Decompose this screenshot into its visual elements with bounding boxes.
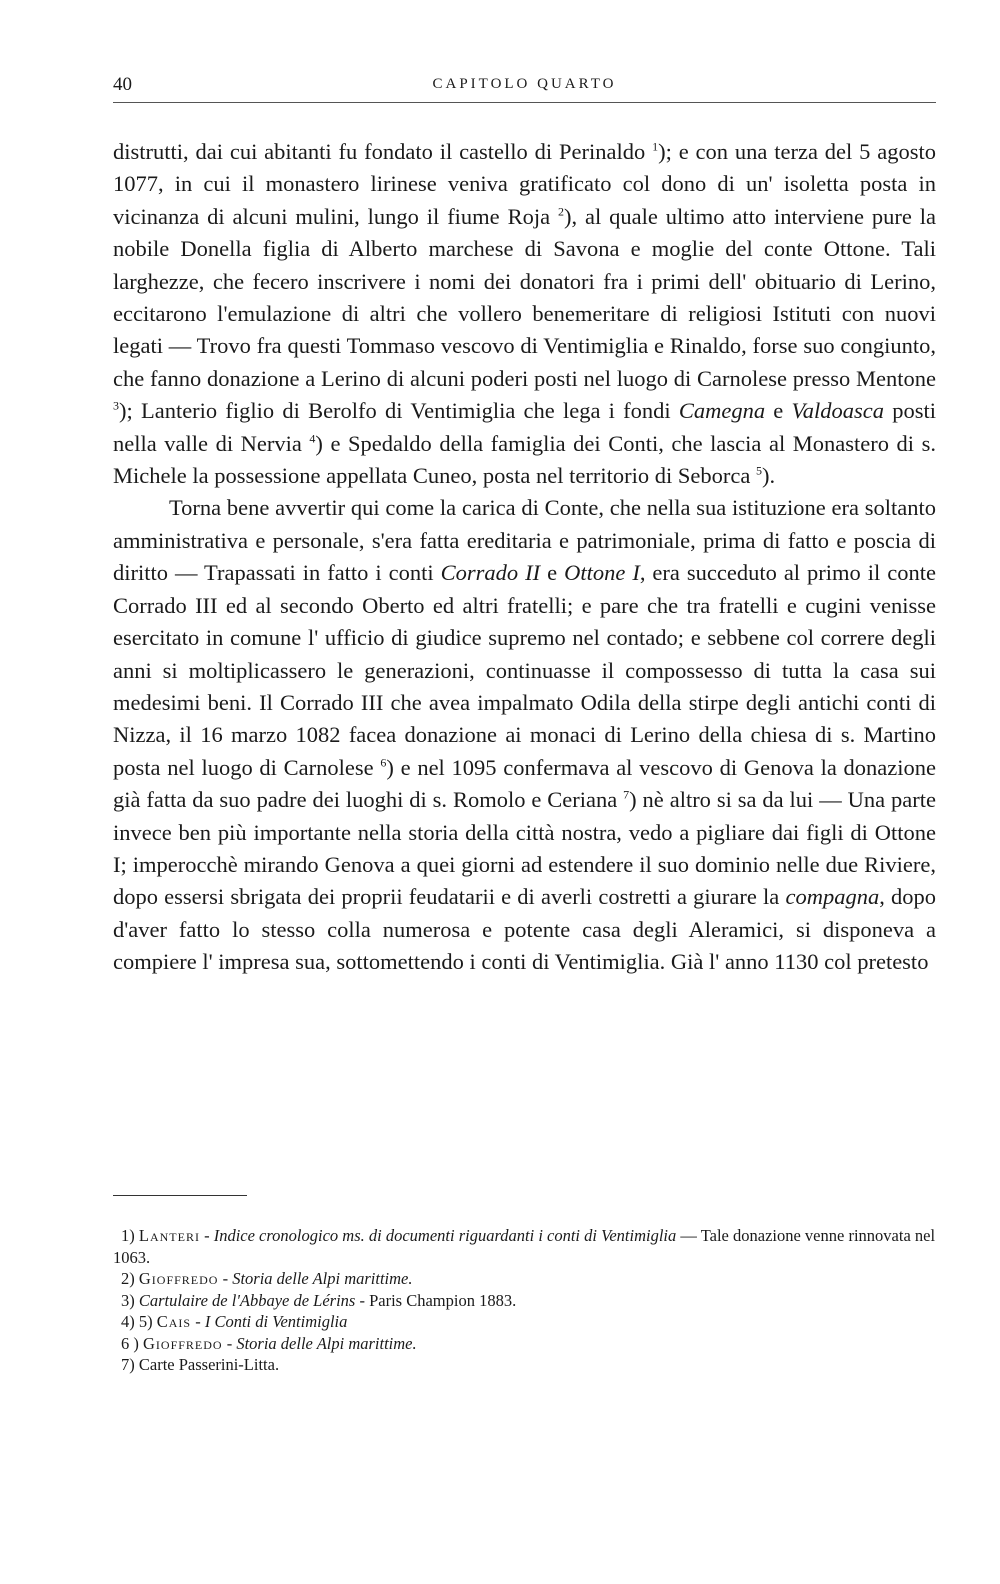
text-run: e [540,560,565,586]
page-number: 40 [113,74,132,95]
italic-run: Valdoasca [791,398,884,424]
text-run: , dopo d'aver fatto lo stesso colla numerosa e potente casa degli Aleramici, si disponeva a compiere l' impresa sua, sottomettendo i conti di Ventimiglia. Già l' anno 1130 col pretesto [113,884,936,975]
footnotes [113,1225,936,1376]
footnote-title: Storia delle Alpi marittime. [236,1333,417,1353]
text-run: ) e nel 1095 confermava al vescovo di Genova la donazione già fatta da suo padre dei luoghi di s. Romolo e Ceriana [113,754,936,813]
footnote-ref: 2 [557,204,564,219]
text-run: , era succeduto al primo il conte Corrado III ed al secondo Oberto ed altri fratelli; e pare che tra fratelli e cugini venisse esercitato in comune l' ufficio di giudice supremo nel contado; e sebbene col correre degli anni si moltiplicassero le generazioni, continuasse il compossesso di tutta la casa sui medesimi beni. Il Corrado III che avea impalmato Odila della stirpe degli antichi conti di Nizza, il 16 marzo 1082 facea donazione ai monaci di Lerino della chiesa di s. Martino posta nel luogo di Carnolese [113,560,936,780]
paragraph-2 [113,492,936,978]
text-run: Carte Passerini-Litta. [138,1355,280,1374]
footnote-author: Cais [156,1312,192,1331]
footnote-ref: 4 [309,431,316,446]
text-run: ) e Spedaldo della famiglia dei Conti, che lascia al Monastero di s. Michele la possessione appellata Cuneo, posta nel territorio di Seborca [113,430,936,489]
footnote-1 [113,1225,936,1268]
text-run: ), al quale ultimo atto interviene pure la nobile Donella figlia di Alberto marchese di Savona e moglie del conte Ottone. Tali larghezze, che fecero inscrivere i nomi dei donatori fra i primi dell' obituario di Lerino, eccitarono l'emulazione di altri che vollero benemeritare di religiosi Istituti con nuovi legati — Trovo fra questi Tommaso vescovo di Ventimiglia e Rinaldo, forse suo congiunto, che fanno donazione a Lerino di alcuni poderi posti nel luogo di Carnolese presso Mentone [113,203,936,391]
footnote-7 [121,1354,936,1376]
footnote-ref: 3 [113,398,119,413]
footnote-4-5 [121,1311,936,1333]
text-run: posti nella valle di Nervia [113,398,936,456]
text-run: ) nè altro si sa da lui — Una parte invece ben più importante nella storia della città nostra, vedo a pigliare dai figli di Ottone I; imperocchè mirando Genova a quei giorni ad estendere il suo dominio nelle due Riviere, dopo essersi sbrigata dei proprii feudatarii e di averli costretti a giurare la [113,787,936,910]
running-title: CAPITOLO QUARTO [432,76,617,92]
text-run: - [191,1312,205,1331]
text-run: ); e con una terza del 5 agosto 1077, in cui il monastero lirinese veniva gratificato col dono di un' isoletta posta in vicinanza di alcuni mulini, lungo il fiume Roja [113,139,937,229]
text-run: - [218,1269,233,1288]
footnote-ref: 5 [755,463,762,478]
footnote-ref: 1 [652,139,659,154]
footnote-6 [121,1333,936,1355]
italic-run: Camegna [678,398,766,424]
footnote-author: Gioffredo [143,1333,223,1353]
text-run: - [222,1333,237,1353]
footnote-3 [121,1290,936,1312]
text-run: - Paris Champion 1883. [355,1290,517,1310]
footnote-ref: 7 [623,787,630,802]
footnote-number: 2) [121,1269,135,1288]
italic-run: compagna [785,884,880,910]
footnote-title: Storia delle Alpi marittime. [232,1269,413,1288]
text-run: - [199,1226,214,1245]
text-run: ). [761,463,776,489]
footnote-title: I Conti di Ventimiglia [204,1312,348,1331]
body-text [113,136,936,979]
footnote-number: 1) [121,1226,135,1245]
text-run: — Tale donazione venne rinnovata nel 1063. [113,1226,936,1267]
footnote-title: Cartulaire de l'Abbaye de Lérins [138,1290,356,1310]
footnote-number: 6 ) [121,1333,139,1353]
page-header [113,74,936,103]
footnote-number: 3) [121,1290,135,1310]
footnote-ref: 6 [380,755,387,770]
footnote-author: Gioffredo [138,1269,219,1288]
footnote-number: 7) [121,1355,135,1374]
paragraph-1 [113,136,936,492]
text-run: Torna bene avvertir qui come la carica di Conte, che nella sua istituzione era soltanto amministrativa e personale, s'era fatta ereditaria e patrimoniale, prima di fatto e poscia di diritto — Trapassati in fatto i conti [113,495,936,586]
footnote-number: 4) 5) [121,1312,153,1331]
footnote-title: Indice cronologico ms. di documenti riguardanti i conti di Ventimiglia [213,1226,677,1245]
italic-run: Corrado II [440,560,541,586]
text-run: ); Lanterio figlio di Berolfo di Ventimiglia che lega i fondi [119,398,679,424]
italic-run: Ottone I [564,560,640,586]
footnote-divider [113,1195,247,1196]
text-run: e [765,398,792,424]
text-run: distrutti, dai cui abitanti fu fondato il castello di Perinaldo [113,139,653,164]
footnote-author: Lanteri [138,1226,200,1245]
footnote-2 [121,1268,936,1290]
